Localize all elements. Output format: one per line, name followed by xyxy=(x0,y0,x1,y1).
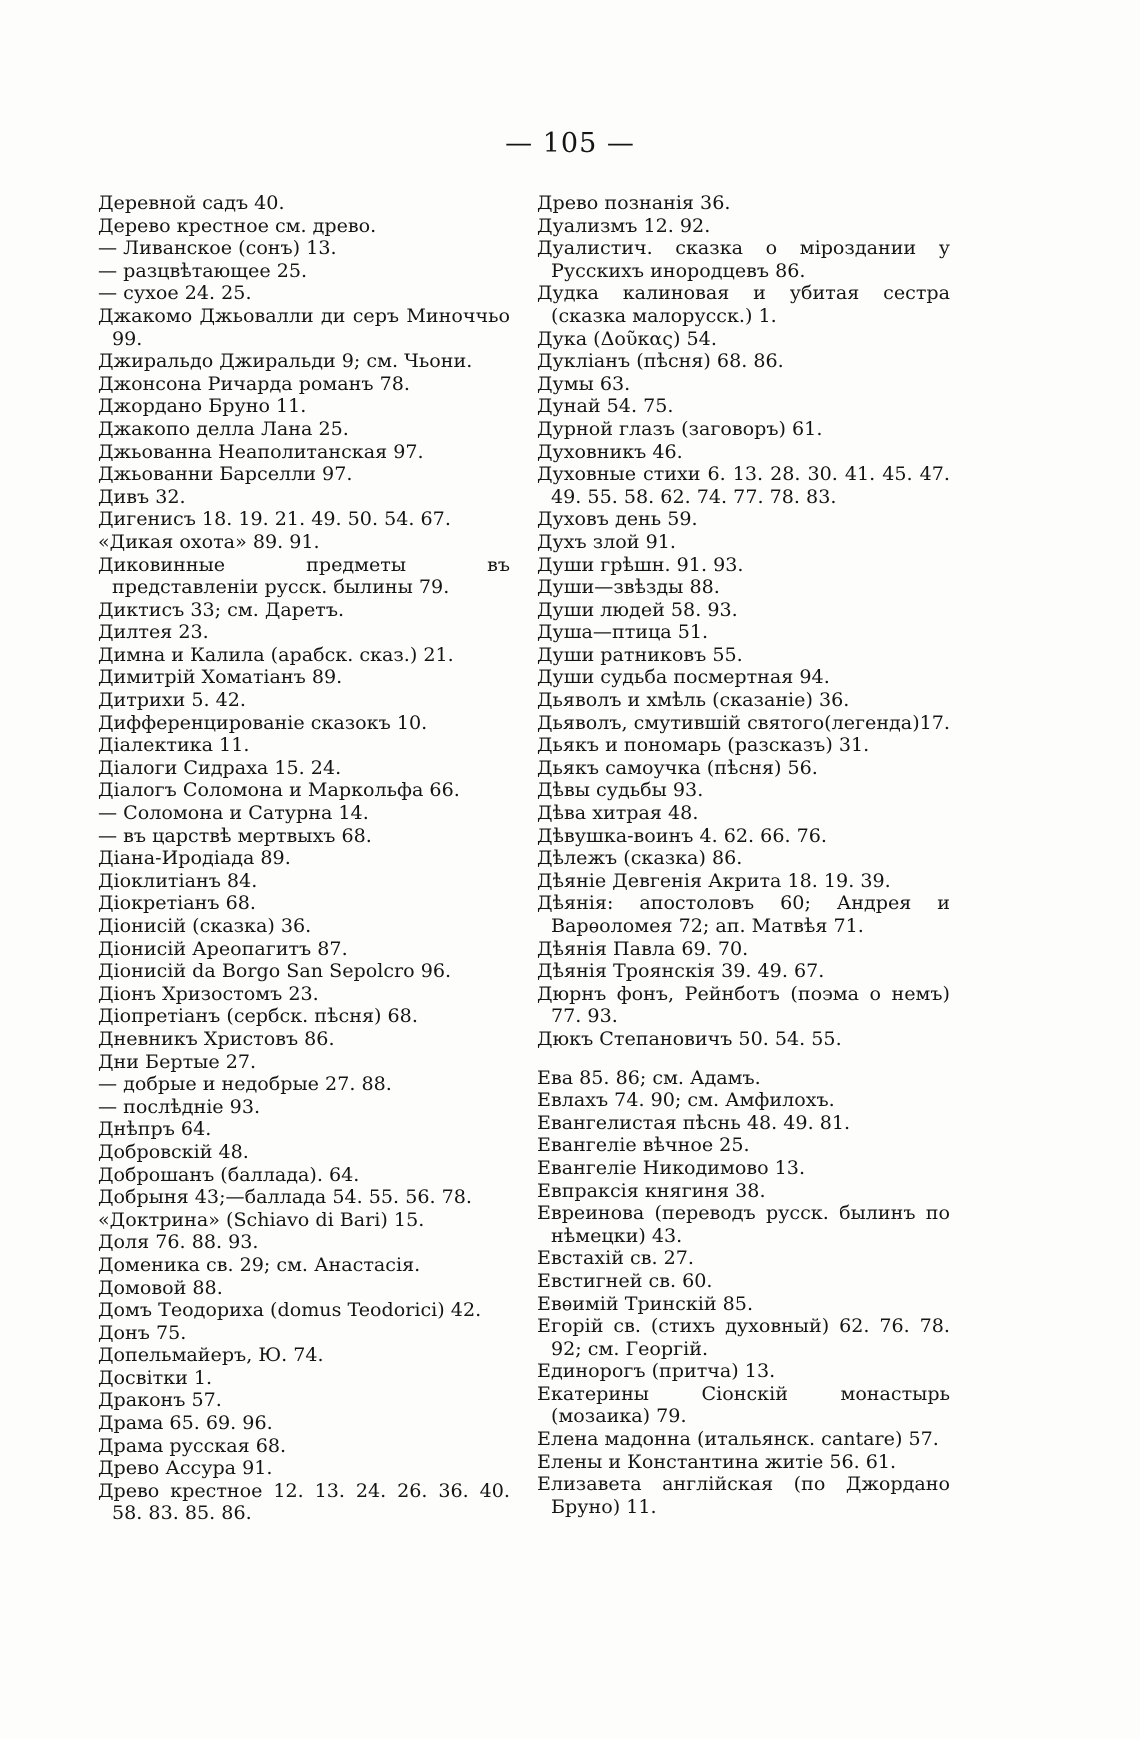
index-entry: — сухое 24. 25. xyxy=(98,281,252,305)
index-entry: Древо крестное 12. 13. 24. 26. 36. 40. 58. 83. 85. 86. xyxy=(98,1478,510,1525)
index-entry: — въ царствѣ мертвыхъ 68. xyxy=(98,823,372,847)
page-number: — 105 — xyxy=(505,128,635,159)
index-entry: Дни Бертые 27. xyxy=(98,1049,257,1073)
index-entry: Дилтея 23. xyxy=(98,620,209,644)
index-entry: Евангелистая пѣснь 48. 49. 81. xyxy=(537,1110,851,1134)
index-entry: Древо Ассура 91. xyxy=(98,1456,273,1480)
index-entry: Евстахій св. 27. xyxy=(537,1246,694,1270)
index-entry: Дудка калиновая и убитая сестра (сказка малорусск.) 1. xyxy=(537,281,950,327)
index-entry: Драма русская 68. xyxy=(98,1433,287,1457)
index-entry: Допельмайеръ, Ю. 74. xyxy=(98,1343,324,1367)
index-entry: — послѣдніе 93. xyxy=(98,1094,261,1118)
index-entry: Діоклитіанъ 84. xyxy=(98,868,258,892)
index-entry: Егорій св. (стихъ духовный) 62. 76. 78. 92; см. Георгій. xyxy=(537,1314,950,1360)
index-entry: Дифференцированіе сказокъ 10. xyxy=(98,710,428,734)
index-entry: Дѣва хитрая 48. xyxy=(537,801,699,825)
index-entry: Дѣлежъ (сказка) 86. xyxy=(537,846,743,870)
index-entry: Дѣвушка-воинъ 4. 62. 66. 76. xyxy=(537,823,827,847)
index-entry: Души грѣшн. 91. 93. xyxy=(537,552,744,576)
index-entry: Души людей 58. 93. xyxy=(537,597,738,621)
index-entry: Дьяволъ и хмѣль (сказаніе) 36. xyxy=(537,688,850,712)
index-entry: Джордано Бруно 11. xyxy=(98,394,307,418)
index-entry: Домовой 88. xyxy=(98,1275,223,1299)
index-entry: Деревной садъ 40. xyxy=(98,191,285,214)
index-entry: Духовникъ 46. xyxy=(537,439,683,463)
index-entry: Единорогъ (притча) 13. xyxy=(537,1359,776,1383)
index-entry: Добровскій 48. xyxy=(98,1139,249,1163)
index-entry: Диковинные предметы въ представленіи русск. былины 79. xyxy=(98,552,510,599)
index-entry: Діонисій (сказка) 36. xyxy=(98,914,312,937)
index-entry: Евѳимій Тринскій 85. xyxy=(537,1291,754,1315)
index-entry: Діонъ Хризостомъ 23. xyxy=(98,981,319,1005)
index-entry: Дука (Δοῦκας) 54. xyxy=(537,326,717,350)
index-entry: «Доктрина» (Schiavo di Bari) 15. xyxy=(98,1207,425,1231)
index-entry: Екатерины Сіонскій монастырь (мозаика) 79. xyxy=(537,1381,950,1428)
index-entry: Димна и Калила (арабск. сказ.) 21. xyxy=(98,642,454,666)
index-entry: Дѣянія Павла 69. 70. xyxy=(537,936,749,960)
index-entry: Евлахъ 74. 90; см. Амфилохъ. xyxy=(537,1088,835,1112)
index-entry: Дурной глазъ (заговоръ) 61. xyxy=(537,416,823,440)
index-entry: Дьяволъ, смутившій святого(легенда)17. xyxy=(537,710,951,734)
index-entry: Драма 65. 69. 96. xyxy=(98,1411,273,1435)
index-entry: Евреинова (переводъ русск. былинъ по нѣмецки) 43. xyxy=(537,1201,950,1247)
index-entry: Доброшанъ (баллада). 64. xyxy=(98,1162,360,1186)
index-entry: Духъ злой 91. xyxy=(537,529,676,553)
index-entry: Діопретіанъ (сербск. пѣсня) 68. xyxy=(98,1004,418,1028)
index-entry: Дьякъ и пономарь (разсказъ) 31. xyxy=(537,733,870,757)
index-entry: Древо познанія 36. xyxy=(537,191,731,214)
index-entry: Елизавета англійская (по Джордано Бруно) 11. xyxy=(537,1472,950,1518)
index-entry: Души судьба посмертная 94. xyxy=(537,665,830,689)
index-entry: Ева 85. 86; см. Адамъ. xyxy=(537,1065,761,1089)
index-entry: Дневникъ Христовъ 86. xyxy=(98,1026,335,1050)
index-entry: Діокретіанъ 68. xyxy=(98,891,256,915)
index-entry: — Ливанское (сонъ) 13. xyxy=(98,236,337,260)
index-entry: Душа—птица 51. xyxy=(537,620,709,644)
index-entry: Дуализмъ 12. 92. xyxy=(537,213,711,237)
index-entry: Дуалистич. сказка о міроздании у Русскихъ инородцевъ 86. xyxy=(537,236,950,282)
index-entry: Джонсона Ричарда романъ 78. xyxy=(98,371,410,395)
index-column-right xyxy=(537,192,950,1518)
index-entry: Діонисій da Borgo San Sepolcro 96. xyxy=(98,959,452,983)
index-entry: Елены и Константина житіе 56. 61. xyxy=(537,1449,897,1473)
index-entry: Досвітки 1. xyxy=(98,1365,213,1389)
section-gap xyxy=(537,1051,950,1067)
index-entry: — добрые и недобрые 27. 88. xyxy=(98,1072,392,1096)
index-entry: Дунай 54. 75. xyxy=(537,394,674,418)
index-entry: Дигенисъ 18. 19. 21. 49. 50. 54. 67. xyxy=(98,507,451,531)
index-entry: — Соломона и Сатурна 14. xyxy=(98,801,369,825)
index-entry: Дукліанъ (пѣсня) 68. 86. xyxy=(537,349,784,373)
index-entry: Дѣянія: апостоловъ 60; Андрея и Варѳоломея 72; ап. Матвѣя 71. xyxy=(537,891,950,937)
index-entry: Доля 76. 88. 93. xyxy=(98,1230,259,1254)
index-entry: Джьованна Неаполитанская 97. xyxy=(98,439,424,463)
index-entry: Джакопо делла Лана 25. xyxy=(98,416,349,440)
index-entry: Дьякъ самоучка (пѣсня) 56. xyxy=(537,755,818,779)
index-entry: Дерево крестное см. древо. xyxy=(98,213,377,237)
index-entry: Днѣпръ 64. xyxy=(98,1117,212,1141)
index-entry: Домъ Теодориха (domus Teodorici) 42. xyxy=(98,1298,482,1322)
index-entry: «Дикая охота» 89. 91. xyxy=(98,529,320,553)
index-entry: Души ратниковъ 55. xyxy=(537,642,743,666)
index-entry: Добрыня 43;—баллада 54. 55. 56. 78. xyxy=(98,1185,472,1209)
index-entry: Души—звѣзды 88. xyxy=(537,575,720,599)
index-entry: Джьованни Барселли 97. xyxy=(98,462,353,486)
index-entry: Донъ 75. xyxy=(98,1320,187,1344)
index-entry: Діана-Иродіада 89. xyxy=(98,846,291,870)
index-entry: Діалоги Сидраха 15. 24. xyxy=(98,755,342,779)
index-entry: Духовъ день 59. xyxy=(537,507,698,531)
index-column-left xyxy=(98,192,510,1525)
index-entry: Думы 63. xyxy=(537,371,631,395)
index-entry: Евангеліе Никодимово 13. xyxy=(537,1155,806,1179)
index-entry: Духовные стихи 6. 13. 28. 30. 41. 45. 47. 49. 55. 58. 62. 74. 77. 78. 83. xyxy=(537,462,950,508)
index-entry: Дивъ 32. xyxy=(98,484,186,508)
index-entry: Джакомо Джьовалли ди серъ Миноччьо 99. xyxy=(98,303,510,350)
index-entry: Діалектика 11. xyxy=(98,733,250,757)
index-entry: Димитрій Хоматіанъ 89. xyxy=(98,665,343,689)
index-entry: Дѣянія Троянскія 39. 49. 67. xyxy=(537,959,825,983)
index-entry: Дѣвы судьбы 93. xyxy=(537,778,704,802)
index-entry: Драконъ 57. xyxy=(98,1388,222,1412)
index-entry: Джиральдо Джиральди 9; см. Чьони. xyxy=(98,349,473,373)
index-entry: Доменика св. 29; см. Анастасія. xyxy=(98,1252,421,1276)
index-entry: Евангеліе вѣчное 25. xyxy=(537,1133,750,1157)
index-entry: Діалогъ Соломона и Маркольфа 66. xyxy=(98,778,460,802)
index-entry: Діонисій Ареопагитъ 87. xyxy=(98,936,348,960)
index-entry: — разцвѣтающее 25. xyxy=(98,258,308,282)
index-entry: Евстигней св. 60. xyxy=(537,1268,713,1292)
index-entry: Дитрихи 5. 42. xyxy=(98,688,246,712)
index-entry: Дюрнъ фонъ, Рейнботъ (поэма о немъ) 77. 93. xyxy=(537,981,950,1028)
index-entry: Евпраксія княгиня 38. xyxy=(537,1178,766,1202)
index-entry: Дюкъ Степановичъ 50. 54. 55. xyxy=(537,1026,842,1050)
index-entry: Диктисъ 33; см. Даретъ. xyxy=(98,597,345,621)
index-entry: Дѣяніе Девгенія Акрита 18. 19. 39. xyxy=(537,868,891,892)
index-entry: Елена мадонна (итальянск. cantare) 57. xyxy=(537,1427,939,1451)
